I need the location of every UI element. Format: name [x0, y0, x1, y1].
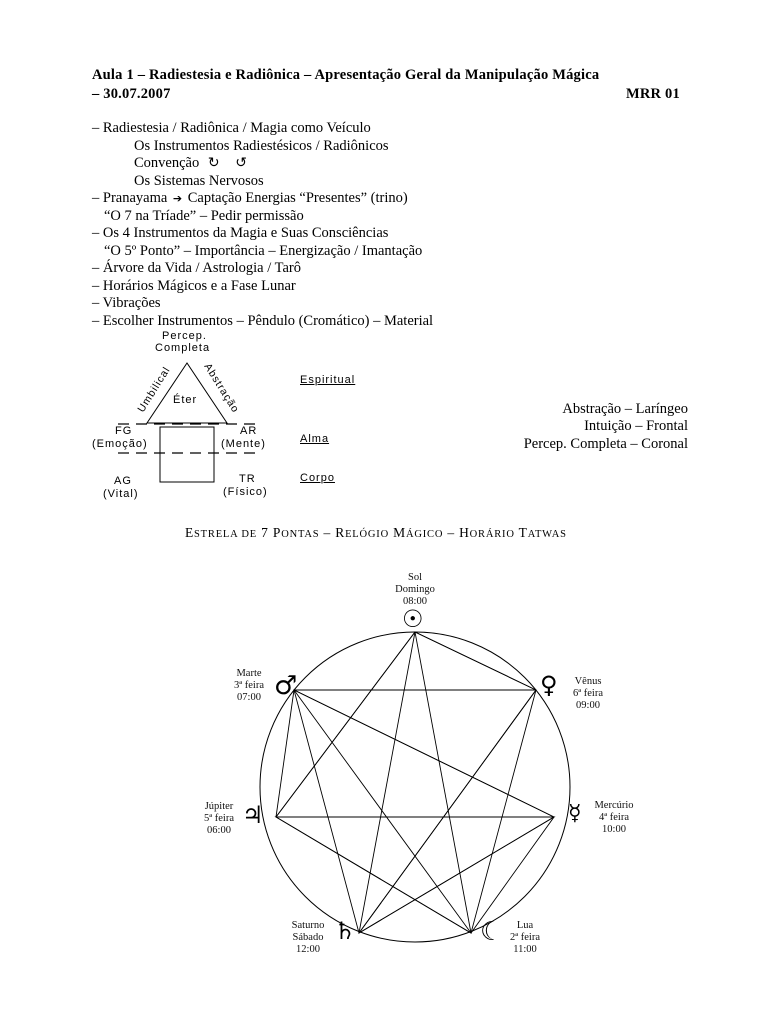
- outline-item: – Os 4 Instrumentos da Magia e Suas Consciências: [92, 225, 389, 241]
- tr-sub-label: (Físico): [223, 486, 268, 498]
- tr-label: TR: [239, 473, 256, 485]
- planet-name: Vênus: [574, 676, 602, 687]
- outline-item: “O 7 na Tríade” – Pedir permissão: [104, 208, 304, 224]
- planet-name: Lua: [516, 920, 534, 931]
- planet-time: 11:00: [513, 944, 537, 955]
- planet-name: Saturno: [291, 920, 325, 931]
- planet-day: 5ª feira: [203, 813, 234, 824]
- planet-day: 6ª feira: [572, 688, 603, 699]
- star-path: [276, 632, 554, 933]
- planet-label-mercury: [590, 800, 638, 836]
- star-lines: [276, 632, 554, 933]
- mercury-icon: ☿: [568, 801, 582, 826]
- planet-name: Júpiter: [204, 801, 234, 812]
- planet-name: Mercúrio: [594, 800, 634, 811]
- ag-sub-label: (Vital): [103, 488, 139, 500]
- caption-part: ATWAS: [527, 529, 567, 540]
- caption-part: –: [319, 525, 336, 540]
- fg-sub-label: (Emoção): [92, 438, 148, 450]
- outline-item: Os Instrumentos Radiestésicos / Radiônicos: [134, 138, 389, 154]
- counterclockwise-arrow-icon: ↺: [235, 155, 247, 171]
- planet-time: 12:00: [296, 944, 320, 955]
- ar-sub-label: (Mente): [221, 438, 266, 450]
- note-abstraction: Abstração – Laríngeo: [562, 401, 688, 417]
- venus-icon: ♀: [540, 671, 558, 699]
- figure-caption: [185, 525, 567, 541]
- level-soul: Alma: [300, 433, 330, 445]
- moon-icon: ☾: [480, 917, 504, 947]
- star-shape: [276, 632, 554, 933]
- caption-part: ÁGICO: [405, 529, 444, 540]
- outline-item: – Escolher Instrumentos – Pêndulo (Cromático) – Material: [92, 313, 434, 329]
- triangle-right-label: Abstração: [201, 361, 242, 416]
- planet-time: 06:00: [207, 825, 231, 836]
- caption-part: –: [443, 525, 460, 540]
- planet-day: 2ª feira: [509, 932, 540, 943]
- planet-label-moon: [502, 920, 548, 956]
- clockwise-arrow-icon: ↻: [207, 155, 220, 171]
- level-body: Corpo: [300, 472, 335, 484]
- caption-part: ORÁRIO: [469, 529, 515, 540]
- planet-day: Sábado: [292, 932, 324, 943]
- triangle-center-label: Éter: [173, 394, 198, 406]
- caption-part: E: [185, 525, 195, 540]
- note-perception: Percep. Completa – Coronal: [523, 436, 688, 452]
- planet-label-saturn: [284, 920, 332, 956]
- outline-item-pranayama: [92, 190, 408, 208]
- saturn-icon: ♄: [334, 917, 356, 945]
- caption-part: ELÓGIO: [345, 529, 389, 540]
- outline-item-convention: [134, 155, 247, 173]
- lesson-code: MRR 01: [626, 86, 680, 102]
- planet-time: 08:00: [403, 596, 427, 607]
- ag-label: AG: [114, 475, 132, 487]
- note-intuition: Intuição – Frontal: [584, 418, 688, 434]
- mars-icon: ♂: [274, 671, 298, 701]
- caption-part: T: [518, 525, 528, 540]
- planet-day: 4ª feira: [598, 812, 629, 823]
- jupiter-icon: ♃: [242, 801, 264, 829]
- outline-item: – Árvore da Vida / Astrologia / Tarô: [92, 260, 301, 276]
- planet-day: 3ª feira: [233, 680, 264, 691]
- outline-item-label: Captação Energias “Presentes” (trino): [187, 190, 408, 206]
- outline-item: “O 5º Ponto” – Importância – Energização / Imantação: [104, 243, 423, 259]
- outline-item: – Vibrações: [92, 295, 161, 311]
- sun-icon: ☉: [402, 605, 424, 633]
- planet-time: 09:00: [576, 700, 600, 711]
- outline-item: – Radiestesia / Radiônica / Magia como Veículo: [92, 120, 371, 136]
- ar-label: AR: [240, 425, 258, 437]
- outline-item-label: – Pranayama: [92, 190, 168, 206]
- planet-label-mars: [226, 668, 272, 704]
- planet-label-sun: [390, 572, 440, 608]
- planet-name: Marte: [236, 668, 262, 679]
- lesson-date: – 30.07.2007: [92, 86, 171, 102]
- planet-day: Domingo: [395, 584, 435, 595]
- outline-item: – Horários Mágicos e a Fase Lunar: [92, 278, 296, 294]
- planet-name: Sol: [407, 572, 422, 583]
- outline-item-label: Convenção: [134, 155, 200, 171]
- caption-part: R: [335, 525, 346, 540]
- outline-item: Os Sistemas Nervosos: [134, 173, 264, 189]
- diagram-top-label-2: Completa: [155, 342, 211, 354]
- diagram-top-label-1: Percep.: [162, 330, 207, 342]
- caption-part: ONTAS: [281, 529, 320, 540]
- level-spiritual: Espiritual: [300, 374, 356, 386]
- planet-time: 10:00: [602, 824, 626, 835]
- caption-part: 7: [256, 525, 273, 540]
- planet-label-venus: [563, 676, 613, 712]
- planet-time: 07:00: [237, 692, 261, 703]
- clock-circle: [260, 632, 570, 945]
- planet-label-jupiter: [196, 801, 242, 837]
- lesson-title: Aula 1 – Radiestesia e Radiônica – Apresentação Geral da Manipulação Mágica: [92, 67, 600, 83]
- caption-part: M: [393, 525, 406, 540]
- fg-label: FG: [115, 425, 133, 437]
- caption-part: P: [272, 525, 282, 540]
- caption-part: STRELA DE: [194, 529, 257, 540]
- caption-part: H: [459, 525, 470, 540]
- triangle-left-label: Umbilical: [135, 364, 173, 415]
- square-shape: [160, 427, 214, 482]
- right-arrow-icon: ➔: [172, 192, 183, 205]
